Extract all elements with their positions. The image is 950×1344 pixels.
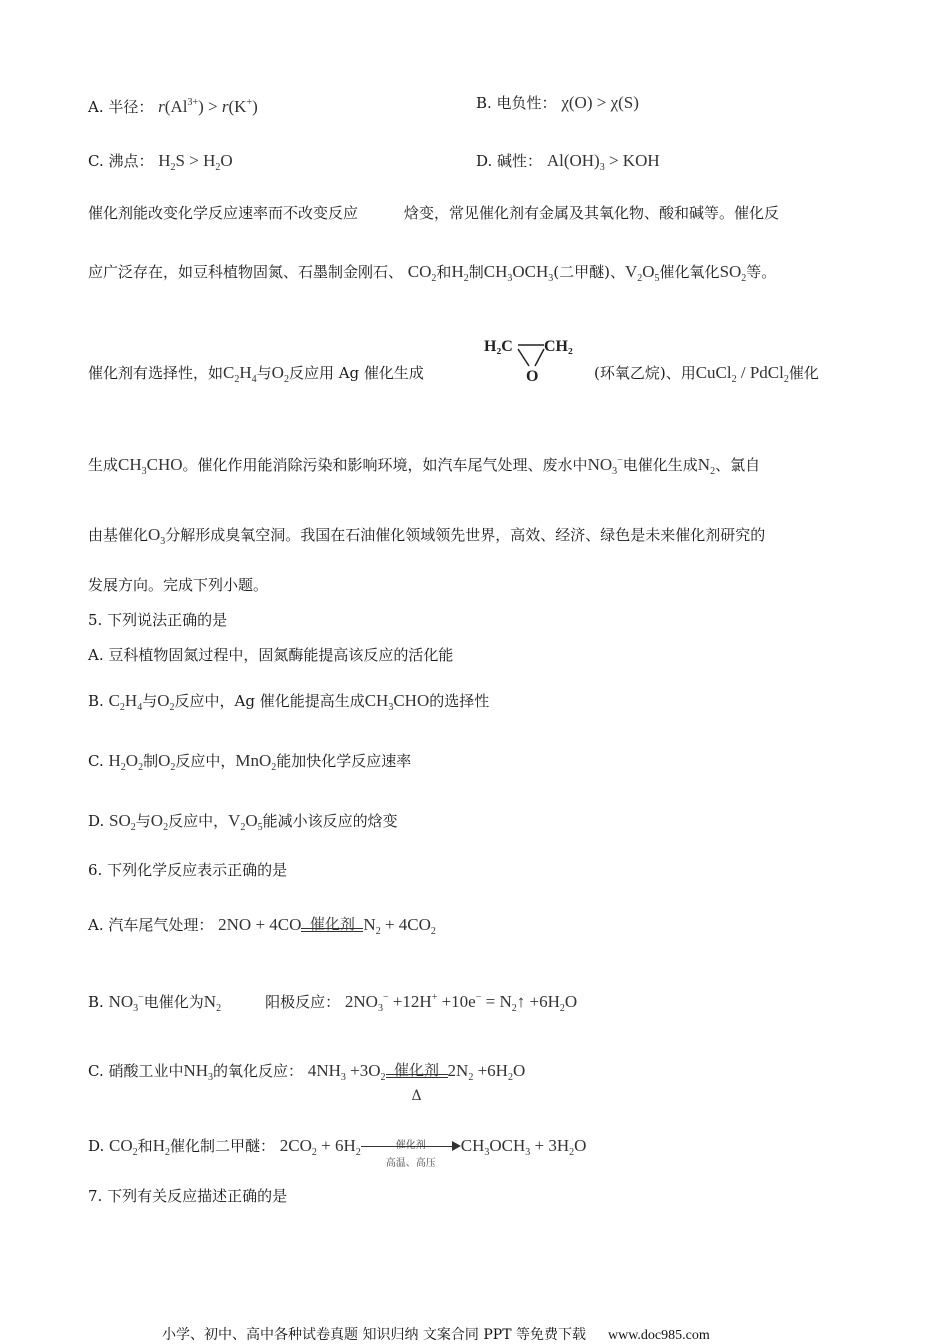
formula: χ(O) > χ(S)	[561, 93, 639, 112]
text: 催化氧化	[659, 263, 720, 281]
formula: $V_2O_5$	[228, 811, 263, 833]
formula: $CH_3OCH_3$	[483, 262, 554, 284]
option-label: C. 沸点：	[88, 152, 154, 170]
formula: $O_2$	[157, 691, 175, 713]
text: 和	[436, 263, 452, 281]
text: 催化	[788, 364, 819, 382]
q6-option-a	[88, 908, 436, 949]
footer-url[interactable]: www.doc985.com	[607, 1328, 710, 1343]
catalyst-equals-sign	[301, 909, 363, 943]
passage-line-4	[88, 451, 760, 482]
formula: $CO_2$	[109, 1136, 138, 1158]
formula: $SO_2$	[719, 262, 747, 284]
formula: $2CO_2 + 6H_2$	[279, 1136, 361, 1158]
text: 的选择性	[429, 692, 490, 710]
text: 等。	[746, 263, 777, 281]
text: 分解形成臭氧空洞。我国在石油催化领域领先世界，高效、经济、绿色是未来催化剂研究的	[165, 526, 766, 544]
option-label: D.	[88, 812, 105, 830]
formula: $4NH_3 +3O_2$	[307, 1061, 386, 1083]
catalyst-heat-equals-sign	[386, 1055, 448, 1104]
formula: $2NO_3^- +12H^+ +10e^-$ = $N_2↑ +6H_2O$	[344, 992, 578, 1014]
passage-line-6: 发展方向。完成下列小题。	[88, 576, 269, 594]
text: 催化剂能改变化学反应速率而不改变反应	[88, 204, 359, 222]
q5-option-d	[88, 811, 398, 838]
formula: $SO_2$	[109, 811, 136, 833]
text: 的氧化反应：	[213, 1062, 304, 1080]
text: 制	[143, 752, 159, 770]
text: 电催化生成	[622, 456, 698, 474]
formula: $N_2$	[697, 455, 716, 477]
option-label: C.	[88, 752, 104, 770]
text: 应广泛存在，如豆科植物固氮、石墨制金刚石、	[88, 263, 404, 281]
q6-option-d	[88, 1131, 586, 1168]
prev-option-a	[88, 93, 258, 117]
text: 催化剂有选择性，如	[88, 364, 224, 382]
formula: $N_2 + 4CO_2$	[363, 915, 436, 937]
text: (二甲醚)、	[553, 263, 625, 281]
text: 反应中，	[168, 812, 229, 830]
formula: $r(Al^{3+}) > r(K^+)$	[158, 97, 258, 116]
formula: $H_2O_2$	[108, 751, 144, 773]
formula: $CH_3CHO$	[118, 455, 183, 477]
prev-option-c	[88, 151, 233, 178]
option-label: D.	[88, 1137, 105, 1155]
option-label: A. 半径：	[88, 98, 154, 116]
condition-label: 催化剂	[395, 1140, 426, 1151]
option-label: B.	[88, 692, 104, 710]
epoxide-co-bond-right	[535, 349, 544, 366]
text: 与	[256, 364, 272, 382]
option-label: D. 碱性：	[476, 152, 543, 170]
formula: $NO_3^-$	[587, 455, 623, 477]
formula: $Al(OH)_3$ > KOH	[546, 151, 660, 173]
formula: $CH_3CHO$	[364, 691, 430, 713]
text: 反应中，Ag 催化能提高生成	[174, 692, 365, 710]
formula: $H_2$	[152, 1136, 170, 1158]
page-footer	[162, 1324, 710, 1344]
q5-option-a: A. 豆科植物固氮过程中，固氮酶能提高该反应的活化能	[88, 646, 454, 664]
text: 催化制二甲醚：	[169, 1137, 275, 1155]
formula: $O_3$	[148, 525, 166, 547]
formula: $NH_3$	[183, 1061, 214, 1083]
text: 焓变，常见催化剂有金属及其氧化物、酸和碱等。催化反	[404, 204, 780, 222]
epoxide-right-carbon: CH₂	[544, 338, 573, 355]
formula: $H_2S > H_2O$	[158, 151, 233, 173]
formula: $CH_3OCH_3 + 3H_2O$	[460, 1136, 587, 1158]
formula: $O_2$	[158, 751, 176, 773]
epoxide-oxygen: O	[526, 368, 539, 385]
option-label: A. 汽车尾气处理：	[88, 916, 214, 934]
text: 与	[135, 812, 151, 830]
formula: $CO_2$	[407, 262, 437, 284]
formula: $N_2$	[203, 992, 222, 1014]
q5-option-c	[88, 751, 411, 778]
formula: CuCl$_2$ / PdCl$_2$	[695, 363, 789, 385]
heat-label: Δ	[411, 1088, 422, 1104]
text: 制	[468, 263, 484, 281]
option-label: B. 电负性：	[476, 94, 557, 112]
formula: MnO$_2$	[235, 751, 277, 773]
prev-option-b	[476, 93, 639, 113]
text: 反应中，	[175, 752, 236, 770]
text: 。催化作用能消除污染和影响环境，如汽车尾气处理、废水中	[182, 456, 588, 474]
formula: 2NO + 4CO	[218, 915, 302, 934]
passage-line-3b	[594, 363, 819, 390]
formula: $C_2H_4$	[223, 363, 257, 385]
epoxide-co-bond-left	[518, 349, 529, 366]
epoxide-left-carbon: H₂C	[484, 338, 513, 355]
condition-label: 催化剂	[309, 915, 355, 933]
ethylene-oxide-structure	[482, 332, 582, 388]
passage-line-3	[88, 363, 424, 390]
passage-line-1	[88, 203, 779, 223]
text: 、氯自	[715, 456, 761, 474]
formula: $C_2H_4$	[108, 691, 143, 713]
text: 生成	[88, 456, 119, 474]
text: 能加快化学反应速率	[276, 752, 412, 770]
reaction-arrow	[361, 1132, 461, 1169]
question-5-stem: 5. 下列说法正确的是	[88, 611, 228, 629]
passage-line-5	[88, 525, 765, 552]
passage-line-2	[88, 262, 776, 289]
formula: $H_2$	[451, 262, 469, 284]
formula: $O_2$	[271, 363, 289, 385]
formula: $O_2$	[150, 811, 169, 833]
text: 由基催化	[88, 526, 149, 544]
text: (环氧乙烷)、用	[594, 364, 696, 382]
text: 阳极反应：	[265, 993, 341, 1011]
text: 反应用 Ag 催化生成	[288, 364, 424, 382]
q5-option-b	[88, 691, 489, 718]
formula: $2N_2 +6H_2O$	[447, 1061, 526, 1083]
option-label: C. 硝酸工业中	[88, 1062, 184, 1080]
text: 电催化为	[143, 993, 204, 1011]
text: 与	[142, 692, 158, 710]
question-6-stem: 6. 下列化学反应表示正确的是	[88, 861, 288, 879]
q6-option-c	[88, 1054, 526, 1104]
text: 和	[137, 1137, 153, 1155]
text: 能减小该反应的焓变	[262, 812, 398, 830]
condition-label: 高温、高压	[385, 1158, 436, 1169]
condition-label: 催化剂	[394, 1061, 440, 1079]
q6-option-b	[88, 988, 577, 1019]
formula: $NO_3^-$	[108, 992, 144, 1014]
formula: $V_2O_5$	[624, 262, 660, 284]
prev-option-d	[476, 151, 660, 178]
question-7-stem: 7. 下列有关反应描述正确的是	[88, 1187, 288, 1205]
option-label: B.	[88, 993, 104, 1011]
footer-text: 小学、初中、高中各种试卷真题 知识归纳 文案合同 PPT 等免费下载	[162, 1327, 586, 1343]
